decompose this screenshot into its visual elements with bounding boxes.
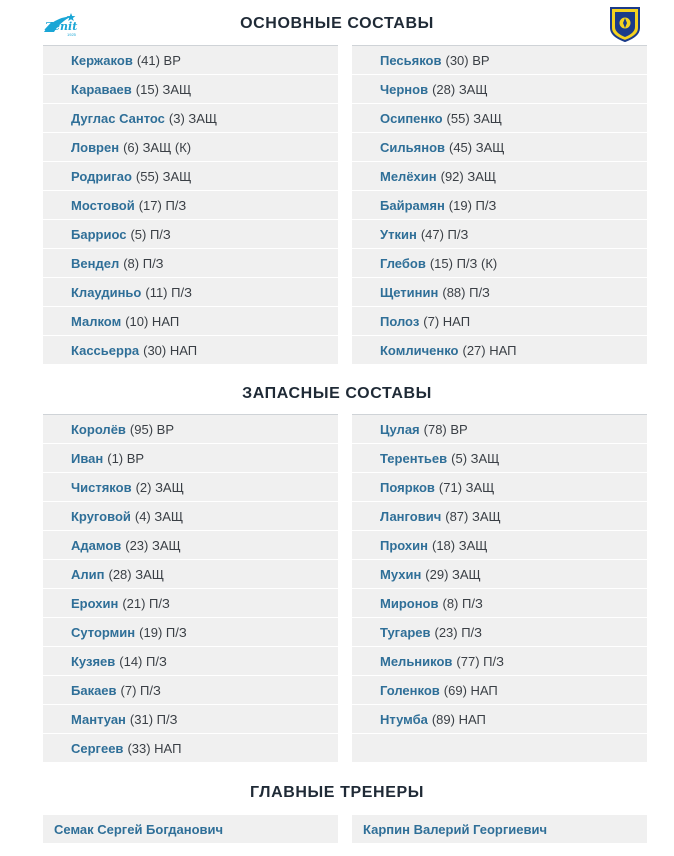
- player-name[interactable]: Дуглас Сантос: [71, 110, 165, 126]
- player-number-position: (17) П/З: [138, 197, 187, 213]
- player-row[interactable]: [352, 220, 647, 249]
- player-name[interactable]: Королёв: [71, 421, 126, 437]
- player-number-position: (45) ЗАЩ: [449, 139, 505, 155]
- svg-text:1925: 1925: [67, 32, 76, 37]
- player-number-position: (5) ЗАЩ: [451, 450, 500, 466]
- player-number-position: (7) НАП: [423, 313, 471, 329]
- player-number-position: (23) ЗАЩ: [125, 537, 181, 553]
- player-number-position: (2) ЗАЩ: [135, 479, 184, 495]
- player-name[interactable]: Миронов: [380, 595, 439, 611]
- player-number-position: (31) П/З: [129, 711, 178, 727]
- player-number-position: (95) ВР: [129, 421, 174, 437]
- player-name[interactable]: Сильянов: [380, 139, 445, 155]
- player-name[interactable]: Цулая: [380, 421, 420, 437]
- player-name[interactable]: Чистяков: [71, 479, 132, 495]
- player-row[interactable]: [352, 75, 647, 104]
- player-name[interactable]: Клаудиньо: [71, 284, 142, 300]
- player-number-position: (88) П/З: [442, 284, 490, 300]
- player-number-position: (15) ЗАЩ: [135, 81, 192, 97]
- player-name[interactable]: Караваев: [71, 81, 132, 97]
- player-row[interactable]: [43, 502, 338, 531]
- player-name[interactable]: Мантуан: [71, 711, 126, 727]
- player-number-position: (41) ВР: [136, 52, 181, 68]
- player-number-position: (19) П/З: [448, 197, 497, 213]
- player-number-position: (55) ЗАЩ: [446, 110, 502, 126]
- player-row[interactable]: [43, 560, 338, 589]
- player-name[interactable]: Вендел: [71, 255, 120, 271]
- player-number-position: (77) П/З: [456, 653, 504, 669]
- player-number-position: (30) НАП: [143, 342, 198, 358]
- player-number-position: (6) ЗАЩ (К): [123, 139, 192, 155]
- player-name[interactable]: Голенков: [380, 682, 440, 698]
- player-number-position: (29) ЗАЩ: [425, 566, 481, 582]
- player-row[interactable]: [352, 415, 647, 444]
- player-number-position: (27) НАП: [462, 342, 517, 358]
- player-name[interactable]: Поярков: [380, 479, 435, 495]
- away-coach[interactable]: Карпин Валерий Георгиевич: [352, 815, 647, 843]
- player-row[interactable]: [352, 705, 647, 734]
- player-name[interactable]: Мельников: [380, 653, 453, 669]
- player-row[interactable]: [352, 647, 647, 676]
- player-row[interactable]: [352, 191, 647, 220]
- player-row[interactable]: [352, 444, 647, 473]
- player-name[interactable]: Комличенко: [380, 342, 459, 358]
- away-subs-list: [352, 414, 647, 763]
- player-name[interactable]: Терентьев: [380, 450, 448, 466]
- player-row[interactable]: [352, 307, 647, 336]
- player-name[interactable]: Глебов: [380, 255, 426, 271]
- player-row[interactable]: [352, 46, 647, 75]
- player-row[interactable]: [352, 336, 647, 365]
- player-number-position: (8) П/З: [123, 255, 164, 271]
- player-row[interactable]: [43, 473, 338, 502]
- player-row[interactable]: [352, 531, 647, 560]
- player-row[interactable]: [43, 220, 338, 249]
- player-row[interactable]: [352, 560, 647, 589]
- player-name[interactable]: Мостовой: [71, 197, 135, 213]
- player-row[interactable]: [43, 705, 338, 734]
- player-number-position: (55) ЗАЩ: [135, 168, 192, 184]
- player-number-position: (8) П/З: [442, 595, 483, 611]
- player-name[interactable]: Чернов: [380, 81, 429, 97]
- player-name[interactable]: Малком: [71, 313, 122, 329]
- player-row[interactable]: [43, 415, 338, 444]
- player-name[interactable]: Сергеев: [71, 740, 124, 756]
- player-number-position: (87) ЗАЩ: [445, 508, 501, 524]
- player-row[interactable]: [43, 676, 338, 705]
- player-row[interactable]: [352, 249, 647, 278]
- player-name[interactable]: Лангович: [380, 508, 442, 524]
- player-number-position: (3) ЗАЩ: [168, 110, 218, 126]
- player-row[interactable]: [43, 133, 338, 162]
- player-name[interactable]: Байрамян: [380, 197, 445, 213]
- player-number-position: (11) П/З: [145, 284, 192, 300]
- player-row[interactable]: [352, 133, 647, 162]
- player-name[interactable]: Мухин: [380, 566, 422, 582]
- player-row[interactable]: [43, 278, 338, 307]
- player-name[interactable]: Кузяев: [71, 653, 116, 669]
- player-row[interactable]: [352, 104, 647, 133]
- player-number-position: (47) П/З: [420, 226, 469, 242]
- home-starting-list: [43, 45, 338, 365]
- player-row[interactable]: [352, 278, 647, 307]
- player-row[interactable]: [43, 191, 338, 220]
- player-number-position: (28) ЗАЩ: [108, 566, 164, 582]
- away-starting-list: [352, 45, 647, 365]
- player-row[interactable]: [43, 46, 338, 75]
- player-number-position: (5) П/З: [130, 226, 171, 242]
- player-number-position: (33) НАП: [127, 740, 182, 756]
- player-name[interactable]: Полоз: [380, 313, 420, 329]
- player-row[interactable]: [43, 307, 338, 336]
- player-name[interactable]: Кассьерра: [71, 342, 140, 358]
- home-subs-list: [43, 414, 338, 763]
- player-number-position: (4) ЗАЩ: [134, 508, 184, 524]
- player-number-position: (19) П/З: [139, 624, 187, 640]
- player-number-position: (15) П/З (К): [429, 255, 498, 271]
- subs-title: ЗАПАСНЫЕ СОСТАВЫ: [242, 385, 432, 402]
- player-name[interactable]: Прохин: [380, 537, 428, 553]
- player-row[interactable]: [43, 734, 338, 763]
- player-row[interactable]: [43, 336, 338, 365]
- player-name[interactable]: Барриос: [71, 226, 127, 242]
- player-name[interactable]: Песьяков: [380, 52, 442, 68]
- player-row[interactable]: [43, 589, 338, 618]
- player-number-position: (89) НАП: [431, 711, 486, 727]
- player-name[interactable]: Кержаков: [71, 52, 133, 68]
- player-name[interactable]: Адамов: [71, 537, 122, 553]
- player-number-position: (23) П/З: [434, 624, 483, 640]
- player-row[interactable]: [352, 162, 647, 191]
- player-name[interactable]: Сутормин: [71, 624, 136, 640]
- player-row[interactable]: [43, 75, 338, 104]
- player-row[interactable]: [352, 502, 647, 531]
- player-name[interactable]: Мелёхин: [380, 168, 437, 184]
- player-number-position: (78) ВР: [423, 421, 468, 437]
- player-number-position: (69) НАП: [443, 682, 498, 698]
- player-row[interactable]: [352, 676, 647, 705]
- player-row[interactable]: [43, 104, 338, 133]
- player-name[interactable]: Нтумба: [380, 711, 428, 727]
- player-number-position: (1) ВР: [107, 450, 145, 466]
- player-name[interactable]: Ерохин: [71, 595, 119, 611]
- player-number-position: (14) П/З: [119, 653, 167, 669]
- player-number-position: (71) ЗАЩ: [438, 479, 495, 495]
- player-row[interactable]: [43, 531, 338, 560]
- player-name[interactable]: Родригао: [71, 168, 132, 184]
- player-name[interactable]: Круговой: [71, 508, 131, 524]
- player-number-position: (30) ВР: [445, 52, 490, 68]
- player-name[interactable]: Щетинин: [380, 284, 439, 300]
- empty-row: [352, 734, 647, 763]
- player-row[interactable]: [43, 618, 338, 647]
- player-name[interactable]: Осипенко: [380, 110, 443, 126]
- player-name[interactable]: Иван: [71, 450, 104, 466]
- player-number-position: (92) ЗАЩ: [440, 168, 497, 184]
- starting-lineups-title: ОСНОВНЫЕ СОСТАВЫ: [240, 15, 434, 32]
- player-name[interactable]: Тугарев: [380, 624, 431, 640]
- player-row[interactable]: [352, 589, 647, 618]
- player-name[interactable]: Уткин: [380, 226, 417, 242]
- svg-text:Zenit: Zenit: [45, 20, 78, 33]
- player-row[interactable]: [352, 618, 647, 647]
- player-name[interactable]: Алип: [71, 566, 105, 582]
- player-number-position: (7) П/З: [120, 682, 161, 698]
- player-row[interactable]: [43, 444, 338, 473]
- player-row[interactable]: [352, 473, 647, 502]
- player-number-position: (21) П/З: [122, 595, 170, 611]
- player-row[interactable]: [43, 162, 338, 191]
- home-coach[interactable]: Семак Сергей Богданович: [43, 815, 338, 843]
- player-name[interactable]: Ловрен: [71, 139, 120, 155]
- player-number-position: (10) НАП: [125, 313, 180, 329]
- player-number-position: (18) ЗАЩ: [431, 537, 488, 553]
- player-name[interactable]: Бакаев: [71, 682, 117, 698]
- player-row[interactable]: [43, 249, 338, 278]
- player-row[interactable]: [43, 647, 338, 676]
- coaches-title: ГЛАВНЫЕ ТРЕНЕРЫ: [249, 784, 425, 801]
- player-number-position: (28) ЗАЩ: [432, 81, 488, 97]
